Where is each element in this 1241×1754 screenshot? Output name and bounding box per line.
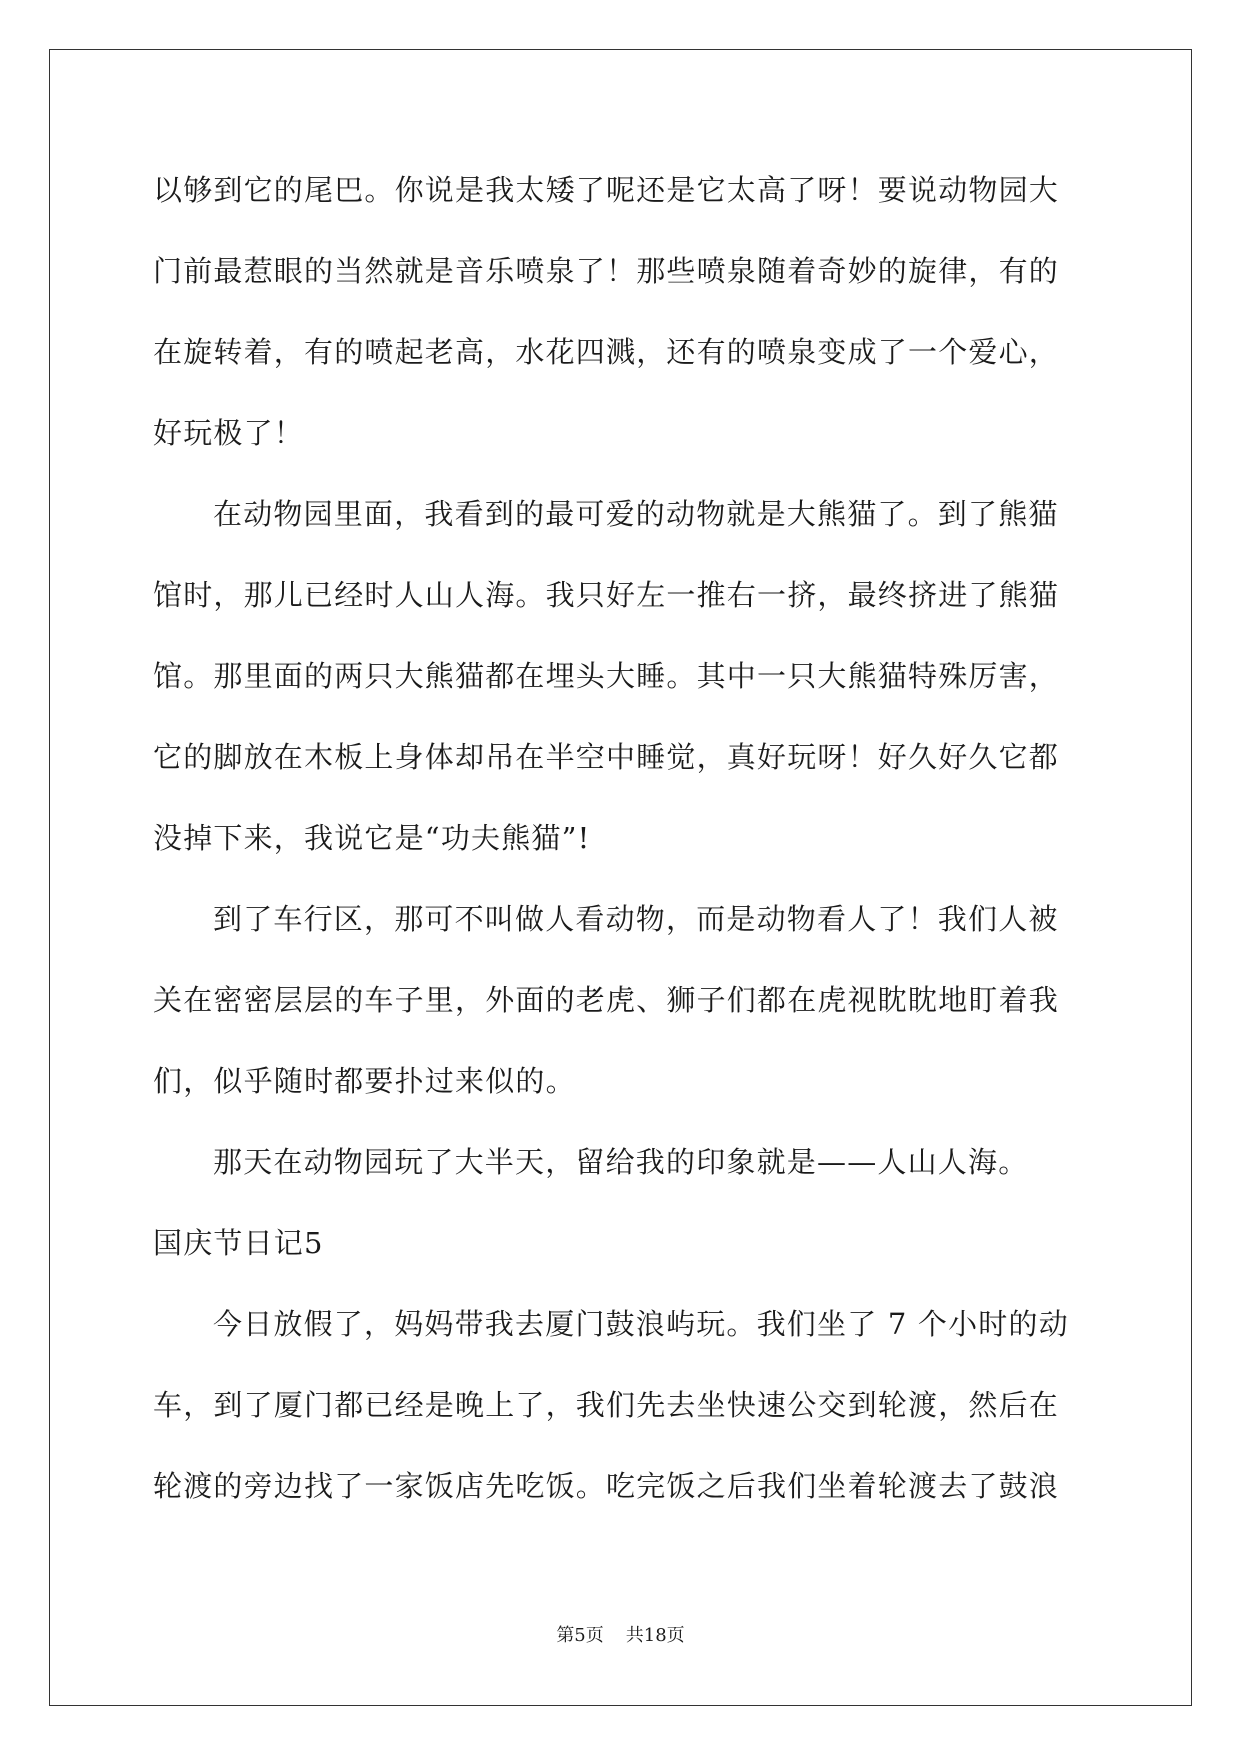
- page-total: 共18页: [625, 1625, 685, 1646]
- section-heading: 国庆节日记5: [153, 1226, 324, 1260]
- paragraph-line: 们，似乎随时都要扑过来似的。: [153, 1064, 576, 1098]
- paragraph-line: 馆。那里面的两只大熊猫都在埋头大睡。其中一只大熊猫特殊厉害，: [153, 659, 1060, 693]
- paragraph-line: 那天在动物园玩了大半天，留给我的印象就是——人山人海。: [213, 1145, 1029, 1179]
- paragraph-line: 在旋转着，有的喷起老高，水花四溅，还有的喷泉变成了一个爱心，: [153, 335, 1060, 369]
- page-number: 第5页: [556, 1625, 604, 1646]
- paragraph-line: 轮渡的旁边找了一家饭店先吃饭。吃完饭之后我们坐着轮渡去了鼓浪: [153, 1469, 1060, 1503]
- paragraph-line: 它的脚放在木板上身体却吊在半空中睡觉，真好玩呀！好久好久它都: [153, 740, 1060, 774]
- document-body: [153, 150, 1088, 1527]
- paragraph-line: 以够到它的尾巴。你说是我太矮了呢还是它太高了呀！要说动物园大: [153, 173, 1060, 207]
- paragraph-line: 今日放假了，妈妈带我去厦门鼓浪屿玩。我们坐了 7 个小时的动: [213, 1307, 1069, 1341]
- paragraph-line: 关在密密层层的车子里，外面的老虎、狮子们都在虎视眈眈地盯着我: [153, 983, 1060, 1017]
- paragraph-line: 在动物园里面，我看到的最可爱的动物就是大熊猫了。到了熊猫: [213, 497, 1059, 531]
- paragraph-line: 好玩极了！: [153, 416, 305, 450]
- paragraph-line: 没掉下来，我说它是“功夫熊猫”!: [153, 821, 591, 855]
- paragraph-line: 到了车行区，那可不叫做人看动物，而是动物看人了！我们人被: [213, 902, 1059, 936]
- paragraph-line: 门前最惹眼的当然就是音乐喷泉了！那些喷泉随着奇妙的旋律，有的: [153, 254, 1060, 288]
- page-footer: [0, 1624, 1241, 1648]
- paragraph-line: 车，到了厦门都已经是晚上了，我们先去坐快速公交到轮渡，然后在: [153, 1388, 1060, 1422]
- paragraph-line: 馆时，那儿已经时人山人海。我只好左一推右一挤，最终挤进了熊猫: [153, 578, 1060, 612]
